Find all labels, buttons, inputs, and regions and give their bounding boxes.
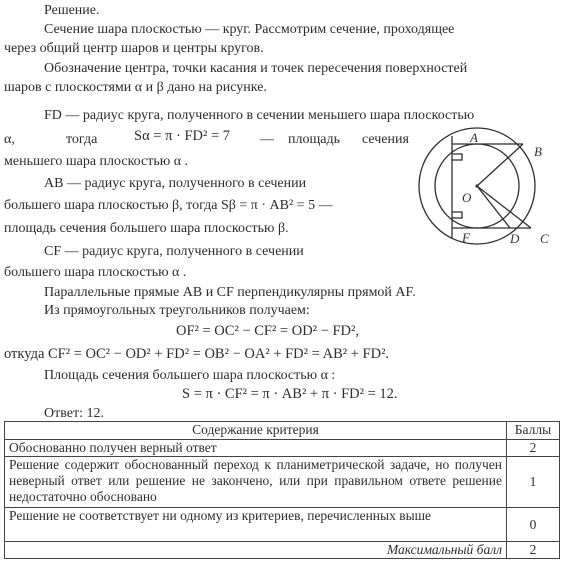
then-word: тогда	[66, 132, 98, 147]
dash: —	[260, 132, 274, 147]
criterion-header: Содержание критерия	[5, 422, 507, 440]
label-b: B	[534, 144, 542, 159]
paragraph-line: Обозначение центра, точки касания и точек пересечения поверхностей	[44, 61, 468, 76]
max-score-label: Максимальный балл	[5, 542, 507, 559]
fd-radius-line: FD — радиус круга, полученного в сечении меньшего шара плоскостью	[44, 108, 475, 123]
paragraph-line: большего шара плоскостью β, тогда Sβ = π · AB² = 5 —	[4, 198, 333, 213]
criteria-table	[4, 421, 560, 559]
table-row-max	[5, 542, 560, 559]
area-word: площадь	[288, 132, 340, 147]
segment-oc	[477, 186, 531, 228]
table-row	[5, 508, 560, 542]
solution-heading: Решение.	[44, 3, 100, 18]
criterion-points: 1	[507, 457, 560, 508]
paragraph-line: площадь сечения большего шара плоскостью β.	[4, 221, 289, 236]
label-f: F	[462, 230, 470, 245]
paragraph-line: через общий центр шаров и центры кругов.	[4, 41, 264, 56]
center-point	[475, 184, 478, 187]
section-word: сечения	[362, 132, 409, 147]
table-header-row	[5, 422, 560, 440]
equation-cf: откуда CF² = OC² − OD² + FD² = OB² − OA² + FD² = AB² + FD².	[4, 346, 390, 362]
spheres-figure	[410, 126, 580, 248]
criterion-text: Решение не соответствует ни одному из критериев, перечисленных выше	[5, 508, 507, 542]
label-d: D	[510, 231, 520, 246]
right-angle-a	[452, 154, 462, 160]
equation-area: S = π · CF² = π · AB² + π · FD² = 12.	[182, 386, 398, 402]
small-area-formula: Sα = π · FD² = 7	[134, 128, 231, 144]
label-c: C	[540, 231, 549, 246]
table-row	[5, 457, 560, 508]
label-a: A	[470, 130, 478, 145]
criterion-points: 2	[507, 440, 560, 457]
cf-radius-line: CF — радиус круга, полученного в сечении	[44, 244, 304, 259]
answer-line: Ответ: 12.	[44, 406, 104, 421]
paragraph-line: меньшего шара плоскостью α .	[4, 154, 189, 169]
paragraph-line: большего шара плоскостью α .	[4, 265, 187, 280]
paragraph-line: Из прямоугольных треугольников получаем:	[44, 303, 310, 318]
table-row	[5, 440, 560, 457]
paragraph-line: Параллельные прямые AB и CF перпендикулярны прямой AF.	[44, 285, 416, 300]
criterion-text: Решение содержит обоснованный переход к планиметрической задаче, но получен неверный ответ или решение не закончено, или при правильном ответе решение недостаточно обосновано	[5, 457, 507, 508]
right-angle-f	[452, 212, 462, 218]
equation-of: OF² = OC² − CF² = OD² − FD²,	[176, 323, 359, 339]
paragraph-line: Площадь сечения большего шара плоскостью α :	[44, 368, 336, 383]
max-score-value: 2	[507, 542, 560, 559]
ab-radius-line: AB — радиус круга, полученного в сечении	[44, 176, 307, 191]
points-header: Баллы	[507, 422, 560, 440]
alpha-label: α,	[4, 132, 15, 147]
paragraph-line: шаров с плоскостями α и β дано на рисунке.	[4, 80, 267, 95]
criterion-text: Обоснованно получен верный ответ	[5, 440, 507, 457]
label-o: O	[462, 190, 472, 205]
paragraph-line: Сечение шара плоскостью — круг. Рассмотрим сечение, проходящее	[44, 22, 455, 37]
criterion-points: 0	[507, 508, 560, 542]
